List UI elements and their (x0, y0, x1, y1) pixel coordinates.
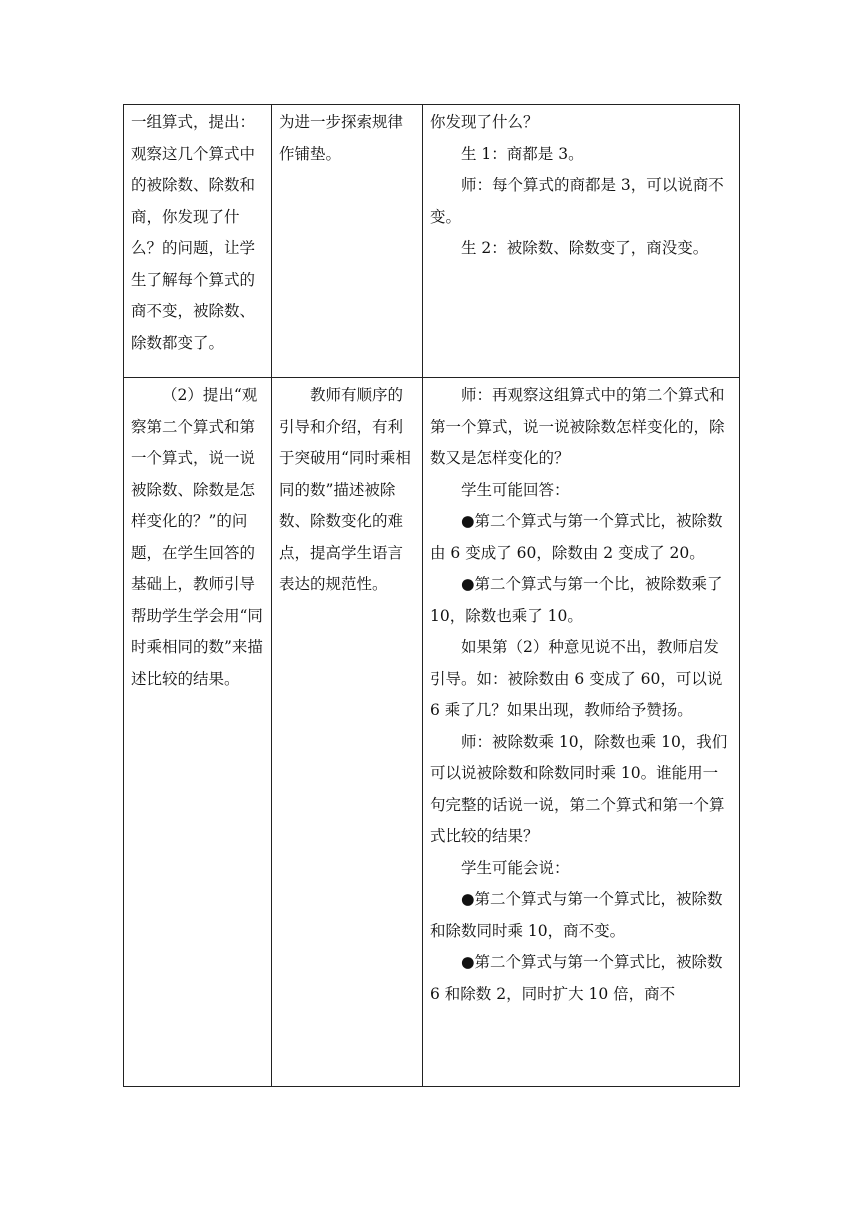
purpose-text: 教师有顺序的引导和介绍，有利于突破用“同时乘相同的数”描述被除数、除数变化的难点，提高学生语言表达的规范性。 (279, 386, 411, 593)
process-line: 如果第（2）种意见说不出，教师启发引导。如：被除数由 6 变成了 60，可以说 6 乘了几？如果出现，教师给予赞扬。 (430, 638, 723, 719)
process-line: 学生可能会说： (461, 858, 570, 877)
intent-text: 一组算式，提出：观察这几个算式中的被除数、除数和商，你发现了什么？的问题，让学生了解每个算式的商不变，被除数、除数都变了。 (131, 113, 256, 352)
process-line: 师：每个算式的商都是 3，可以说商不变。 (430, 176, 724, 226)
intent-cell (124, 378, 272, 1087)
process-cell (423, 105, 740, 378)
process-line: 师：被除数乘 10，除数也乘 10，我们可以说被除数和除数同时乘 10。谁能用一句完整的话说一说，第二个算式和第一个算式比较的结果？ (430, 732, 728, 845)
process-line: ●第二个算式与第一个算式比，被除数 6 和除数 2，同时扩大 10 倍，商不 (430, 953, 723, 1003)
process-line: 生 2：被除数、除数变了，商没变。 (461, 239, 709, 257)
process-line: ●第二个算式与第一个算式比，被除数和除数同时乘 10，商不变。 (430, 890, 723, 940)
lesson-plan-table (123, 104, 740, 1087)
intent-cell (124, 105, 272, 378)
purpose-cell (272, 105, 423, 378)
process-line: 学生可能回答： (461, 480, 570, 499)
process-line: ●第二个算式与第一个比，被除数乘了 10，除数也乘了 10。 (430, 575, 723, 625)
process-cell (423, 378, 740, 1087)
process-line: 师：再观察这组算式中的第二个算式和第一个算式，说一说被除数怎样变化的，除数又是怎样变化的？ (430, 386, 725, 467)
intent-text: （2）提出“观察第二个算式和第一个算式，说一说被除数、除数是怎样变化的？”的问题，在学生回答的基础上，教师引导帮助学生学会用“同时乘相同的数”来描述比较的结果。 (131, 386, 263, 688)
purpose-text: 为进一步探索规律作铺垫。 (279, 113, 404, 163)
purpose-cell (272, 378, 423, 1087)
table-row (124, 105, 740, 378)
process-line: 生 1：商都是 3。 (461, 144, 584, 163)
table-row (124, 378, 740, 1087)
process-line: 你发现了什么？ (430, 113, 539, 131)
process-line: ●第二个算式与第一个算式比，被除数由 6 变成了 60，除数由 2 变成了 20。 (430, 512, 723, 562)
